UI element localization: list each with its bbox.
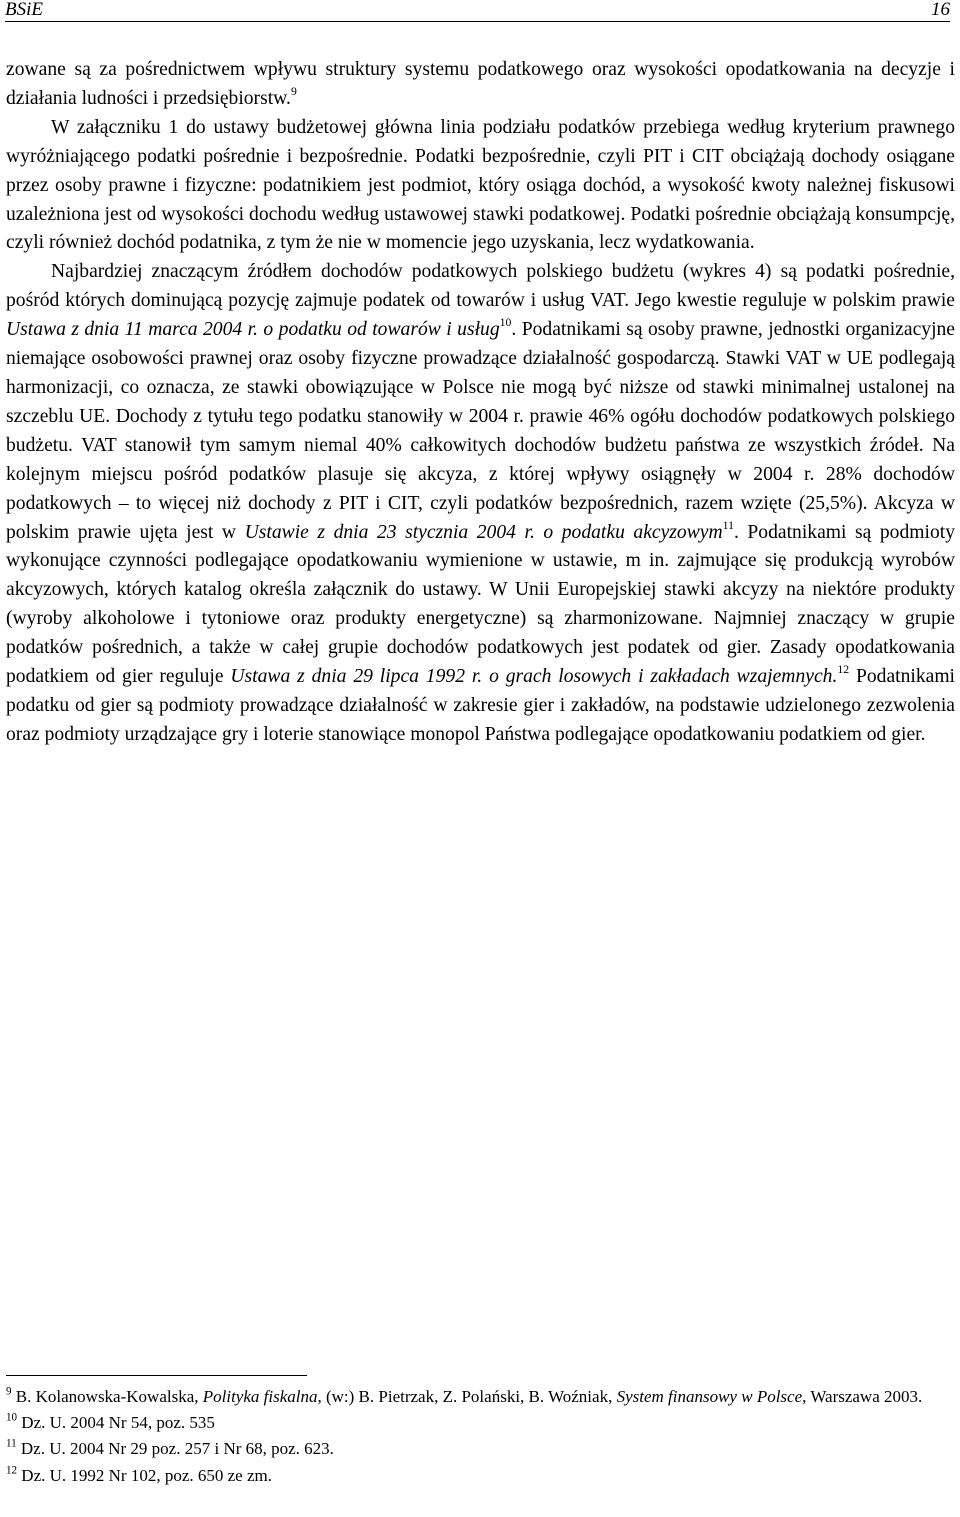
footnote-12 [6,1463,955,1489]
running-header [5,0,950,22]
paragraph-text: . Podatnikami są podmioty wykonujące czynności podlegające opodatkowaniu wymienione w ustawie, m in. zajmujące się produkcją wyrobów akcyzowych, których katalog określa załącznik do ustawy. W Unii Europejskiej stawki akcyzy na niektóre produkty (wyroby alkoholowe i tytoniowe oraz produkty energetyczne) są zharmonizowane. Najmniej znaczący w grupie podatków pośrednich, a także w całej grupie dochodów podatkowych jest podatek od gier. Zasady opodatkowania podatkiem od gier reguluje [6,521,955,688]
paragraph-text: Najbardziej znaczącym źródłem dochodów podatkowych polskiego budżetu (wykres 4) są podatki pośrednie, pośród których dominującą pozycję zajmuje podatek od towarów i usług VAT. Jego kwestie reguluje w polskim prawie [6,261,955,312]
law-citation-excise: Ustawie z dnia 23 stycznia 2004 r. o podatku akcyzowym [244,521,723,543]
footnote-text: , (w:) B. Pietrzak, Z. Polański, B. Woźniak, [317,1387,617,1406]
law-citation-vat: Ustawa z dnia 11 marca 2004 r. o podatku od towarów i usług [6,319,500,341]
footnote-number: 9 [6,1385,12,1398]
footnote-ref-12[interactable]: 12 [837,663,850,677]
footnote-text: , Warszawa 2003. [802,1387,923,1406]
footnote-number: 11 [6,1437,17,1450]
footnote-separator [6,1375,307,1376]
main-text [6,56,955,750]
footnote-text: Dz. U. 2004 Nr 54, poz. 535 [21,1413,215,1433]
footnote-number: 12 [6,1463,18,1476]
paragraph-text: Podatnikami podatku od gier są podmioty prowadzące działalność w zakresie gier i zakładów, na podstawie udzielonego zezwolenia oraz podmioty urządzające gry i loterie stanowiące monopol Państwa podlegające opodatkowaniu podatkiem od gier. [6,666,956,745]
header-journal-abbrev: BSiE [5,0,43,20]
page-number: 16 [931,0,950,20]
footnote-text: Dz. U. 2004 Nr 29 poz. 257 i Nr 68, poz. 623. [20,1439,334,1459]
footnote-10 [6,1410,955,1436]
law-citation-gambling: Ustawa z dnia 29 lipca 1992 r. o grach losowych i zakładach wzajemnych. [230,666,838,688]
footnote-book-title: Polityka fiskalna [202,1387,318,1406]
footnote-9 [6,1384,955,1410]
paragraph-tax-classification: W załączniku 1 do ustawy budżetowej główna linia podziału podatków przebiega według kryterium prawnego wyróżniającego podatki pośrednie i bezpośrednie. Podatki bezpośrednie, czyli PIT i CIT obciążają dochody osiągane przez osoby prawne i fizyczne: podatnikiem jest podmiot, który osiąga dochód, a wysokość kwoty należnej fiskusowi uzależniona jest od wysokości dochodu według ustawowej stawki podatkowej. Podatki pośrednie obciążają konsumpcję, czyli również dochód podatnika, z tym że nie w momencie jego uzyskania, lecz wydatkowania. [6,116,955,254]
paragraph-continued [6,56,955,114]
footnote-book-title: System finansowy w Polsce [616,1387,803,1406]
paragraph-text: zowane są za pośrednictwem wpływu struktury systemu podatkowego oraz wysokości opodatkowania na decyzje i działania ludności i przedsiębiorstw. [6,59,955,109]
footnotes [6,1384,955,1489]
footnote-number: 10 [6,1411,18,1424]
footnote-ref-11[interactable]: 11 [722,518,734,532]
footnote-text: B. Kolanowska-Kowalska, [15,1387,203,1406]
footnote-ref-10[interactable]: 10 [499,316,512,330]
footnote-11 [6,1436,955,1462]
footnote-text: Dz. U. 1992 Nr 102, poz. 650 ze zm. [21,1465,272,1485]
paragraph-indirect-taxes [6,258,955,749]
paragraph-text: . Podatnikami są osoby prawne, jednostki organizacyjne niemające osobowości prawnej oraz osoby fizyczne prowadzące działalność gospodarczą. Stawki VAT w UE podlegają harmonizacji, co oznacza, ze stawki obowiązujące w Polsce nie mogą być niższe od stawki minimalnej ustalonej na szczeblu UE. Dochody z tytułu tego podatku stanowiły w 2004 r. prawie 46% ogółu dochodów podatkowych polskiego budżetu. VAT stanowił tym samym niemal 40% całkowitych dochodów budżetu państwa ze wszystkich źródeł. Na kolejnym miejscu pośród podatków plasuje się akcyza, z której wpływy osiągnęły w 2004 r. 28% dochodów podatkowych – to więcej niż dochody z PIT i CIT, czyli podatków bezpośrednich, razem wzięte (25,5%). Akcyza w polskim prawie ujęta jest w [6,319,956,543]
footnote-ref-9[interactable]: 9 [290,85,297,99]
